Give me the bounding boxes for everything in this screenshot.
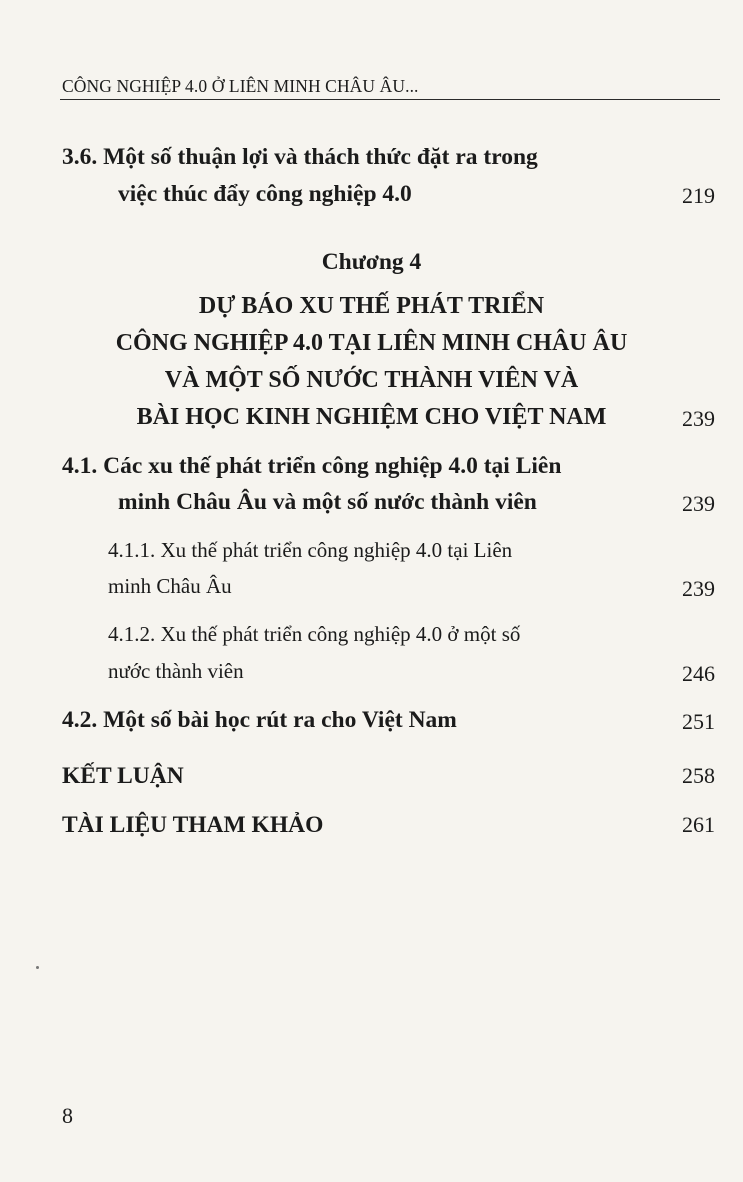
toc-entry-conclusion: KẾT LUẬN (62, 763, 184, 789)
chapter-title-line1: DỰ BÁO XU THẾ PHÁT TRIỂN (198, 293, 545, 319)
toc-entry-3-6-line1: 3.6. Một số thuận lợi và thách thức đặt ra trong (62, 144, 538, 170)
toc-entry-4-1-1-line2: minh Châu Âu (108, 574, 232, 598)
chapter-title-line3: VÀ MỘT SỐ NƯỚC THÀNH VIÊN VÀ (164, 367, 579, 393)
toc-page-conclusion: 258 (682, 763, 715, 788)
chapter-title-line4: BÀI HỌC KINH NGHIỆM CHO VIỆT NAM (136, 404, 607, 430)
toc-page-4-1: 239 (682, 491, 715, 516)
toc-page-3-6: 219 (682, 183, 715, 208)
toc-entry-references: TÀI LIỆU THAM KHẢO (62, 812, 324, 838)
running-header: CÔNG NGHIỆP 4.0 Ở LIÊN MINH CHÂU ÂU... (62, 76, 419, 96)
print-speck (36, 966, 39, 969)
chapter-title-line2: CÔNG NGHIỆP 4.0 TẠI LIÊN MINH CHÂU ÂU (115, 330, 628, 356)
toc-entry-4-2: 4.2. Một số bài học rút ra cho Việt Nam (62, 707, 457, 733)
toc-page-4-1-1: 239 (682, 576, 715, 601)
toc-entry-4-1-2-line1: 4.1.2. Xu thế phát triển công nghiệp 4.0 ở một số (108, 622, 521, 646)
toc-page-references: 261 (682, 812, 715, 837)
toc-entry-4-1-line1: 4.1. Các xu thế phát triển công nghiệp 4.0 tại Liên (62, 453, 562, 479)
toc-entry-4-1-line2: minh Châu Âu và một số nước thành viên (118, 489, 537, 515)
header-rule (60, 99, 720, 100)
toc-entry-4-1-1-line1: 4.1.1. Xu thế phát triển công nghiệp 4.0 tại Liên (108, 538, 513, 562)
toc-page-chapter-4: 239 (682, 406, 715, 431)
toc-page-4-2: 251 (682, 709, 715, 734)
toc-page-4-1-2: 246 (682, 661, 715, 686)
toc-entry-3-6-line2: việc thúc đẩy công nghiệp 4.0 (118, 181, 412, 207)
page-number: 8 (62, 1103, 73, 1128)
toc-entry-4-1-2-line2: nước thành viên (108, 659, 244, 683)
chapter-label: Chương 4 (321, 249, 422, 275)
